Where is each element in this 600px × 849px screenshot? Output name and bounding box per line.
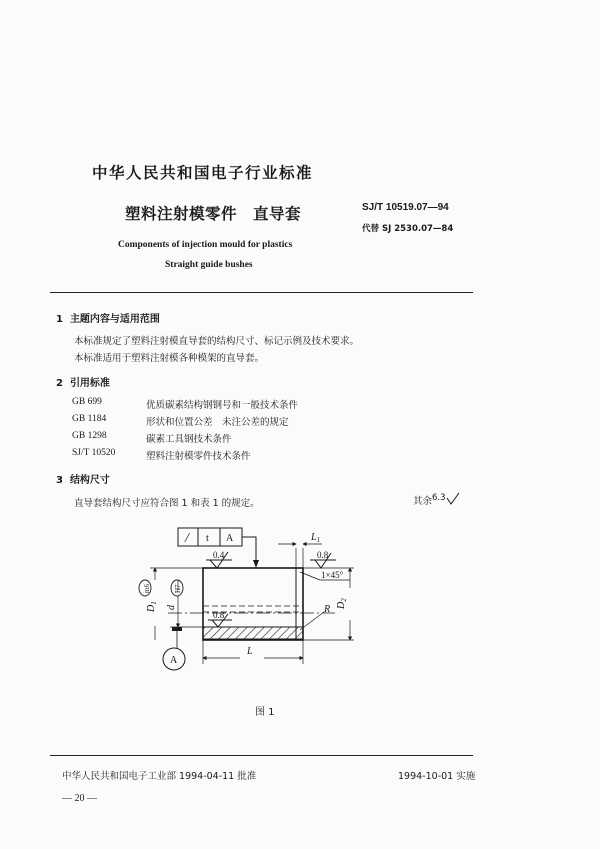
footer-divider <box>50 755 473 756</box>
tolerance-datum: A <box>226 533 234 544</box>
runout-symbol: / <box>185 531 189 546</box>
figure-caption: 图 1 <box>255 707 275 718</box>
section-3-paragraph: 直导套结构尺寸应符合图 1 和表 1 的规定。 <box>74 498 260 509</box>
chamfer-note <box>300 570 350 580</box>
dimension-d <box>166 580 203 627</box>
svg-text:d: d <box>166 605 177 610</box>
dimension-D1 <box>139 568 203 640</box>
document-title-en-line1: Components of injection mould for plastics <box>118 240 293 250</box>
implementation-date: 1994-10-01 实施 <box>398 771 476 782</box>
reference-code: SJ/T 10520 <box>72 448 116 458</box>
svg-text:m6: m6 <box>143 584 151 593</box>
bush-section <box>203 568 303 640</box>
svg-text:0.8: 0.8 <box>317 550 329 560</box>
dimension-L1 <box>278 532 322 568</box>
roughness-mark <box>310 550 336 568</box>
document-title-en-line2: Straight guide bushes <box>165 260 253 270</box>
approval-note: 中华人民共和国电子工业部 1994-04-11 批准 <box>62 771 257 782</box>
reference-code: GB 1184 <box>72 414 107 424</box>
svg-text:L: L <box>247 646 253 657</box>
industry-standard-heading: 中华人民共和国电子行业标准 <box>92 164 314 182</box>
section-1-heading: 1 主题内容与适用范围 <box>56 314 160 325</box>
replaces-standard: 代替 SJ 2530.07—84 <box>362 224 454 234</box>
reference-code: GB 699 <box>72 397 102 407</box>
standard-number: SJ/T 10519.07—94 <box>362 202 449 213</box>
tolerance-frame <box>178 528 259 568</box>
document-title-cn: 塑料注射模零件 直导套 <box>125 205 302 223</box>
reference-title: 优质碳素结构钢钢号和一般技术条件 <box>146 400 299 411</box>
datum-A <box>163 627 185 670</box>
general-roughness-note: 其余$^{6.3}$ <box>413 493 460 507</box>
svg-text:0.8: 0.8 <box>213 610 225 620</box>
section-1-paragraph-1: 本标准规定了塑料注射模直导套的结构尺寸、标记示例及技术要求。 <box>74 336 360 347</box>
section-2-heading: 2 引用标准 <box>56 378 110 389</box>
section-1-paragraph-2: 本标准适用于塑料注射模各种模架的直导套。 <box>74 353 265 364</box>
tolerance-value: t <box>206 533 209 544</box>
svg-text:R: R <box>324 604 331 615</box>
reference-title: 碳素工具钢技术条件 <box>146 434 232 445</box>
svg-text:L1: $L_1$ <box>311 532 321 544</box>
roughness-mark <box>208 610 232 627</box>
page-number: — 20 — <box>62 793 97 804</box>
svg-text:D1: $D_1$ <box>146 601 158 612</box>
dimension-L <box>203 640 303 664</box>
reference-title: 形状和位置公差 未注公差的规定 <box>146 417 289 428</box>
svg-text:H7: H7 <box>174 584 182 593</box>
svg-text:0.4: 0.4 <box>213 550 225 560</box>
reference-title: 塑料注射模零件技术条件 <box>146 451 251 462</box>
svg-text:1×45°: 1×45° <box>321 570 344 580</box>
radius-note <box>300 604 330 630</box>
reference-code: GB 1298 <box>72 431 107 441</box>
section-3-heading: 3 结构尺寸 <box>56 475 110 486</box>
datum-letter: A <box>170 655 178 666</box>
roughness-mark <box>206 550 232 568</box>
svg-text:D2: $D_2$ <box>336 598 348 609</box>
